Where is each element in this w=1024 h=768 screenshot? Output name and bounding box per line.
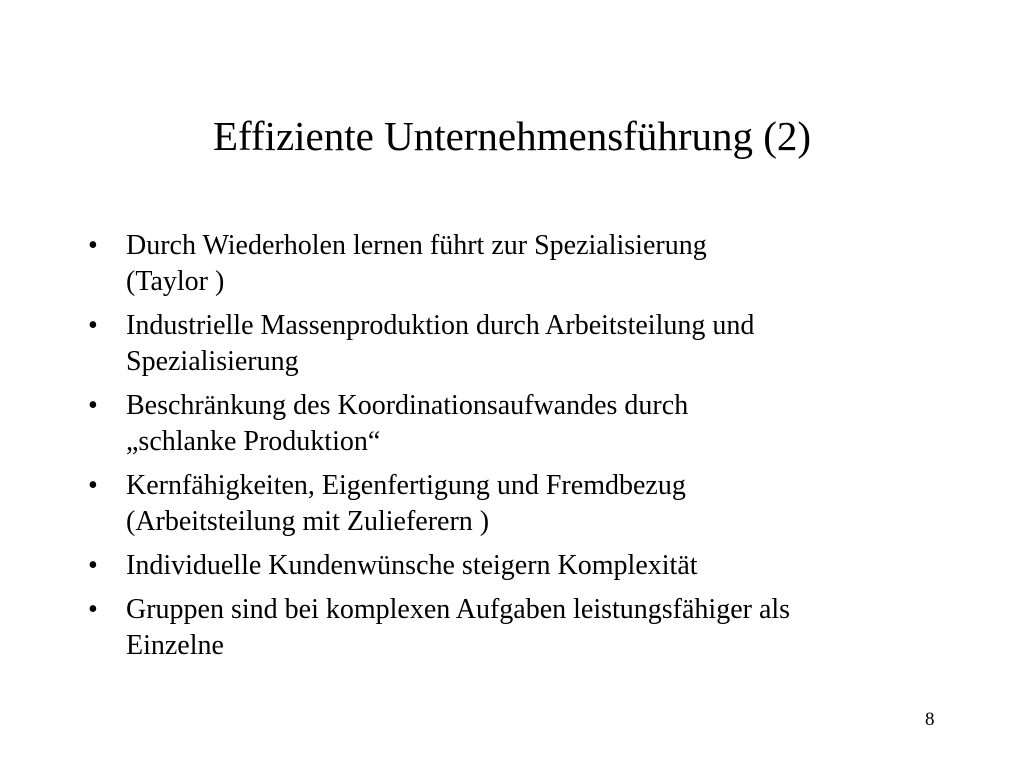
bullet-dot-icon: • — [88, 310, 98, 341]
bullet-item — [88, 468, 968, 540]
bullet-dot-icon: • — [88, 390, 98, 421]
bullet-text-line: Spezialisierung — [126, 346, 299, 377]
bullet-item — [88, 388, 968, 460]
bullet-item — [88, 592, 968, 664]
bullet-text-line: „schlanke Produktion“ — [126, 426, 381, 457]
bullet-list — [88, 228, 968, 672]
bullet-dot-icon: • — [88, 230, 98, 261]
bullet-item — [88, 308, 968, 380]
bullet-text-line: Individuelle Kundenwünsche steigern Komplexität — [126, 550, 698, 581]
bullet-text-line: (Taylor ) — [126, 266, 225, 297]
bullet-text-line: Kernfähigkeiten, Eigenfertigung und Fremdbezug — [126, 470, 686, 501]
bullet-item — [88, 228, 968, 300]
bullet-text-line: Beschränkung des Koordinationsaufwandes durch — [126, 390, 689, 421]
bullet-text-line: (Arbeitsteilung mit Zulieferern ) — [126, 506, 490, 537]
bullet-text-line: Einzelne — [126, 630, 224, 661]
slide-title: Effiziente Unternehmensführung (2) — [212, 113, 812, 159]
page-number: 8 — [925, 709, 935, 730]
bullet-dot-icon: • — [88, 594, 98, 625]
bullet-dot-icon: • — [88, 550, 98, 581]
bullet-text-line: Durch Wiederholen lernen führt zur Spezialisierung — [126, 230, 707, 261]
bullet-text-line: Gruppen sind bei komplexen Aufgaben leistungsfähiger als — [126, 594, 791, 625]
bullet-dot-icon: • — [88, 470, 98, 501]
bullet-text-line: Industrielle Massenproduktion durch Arbeitsteilung und — [126, 310, 755, 341]
bullet-item — [88, 548, 968, 584]
